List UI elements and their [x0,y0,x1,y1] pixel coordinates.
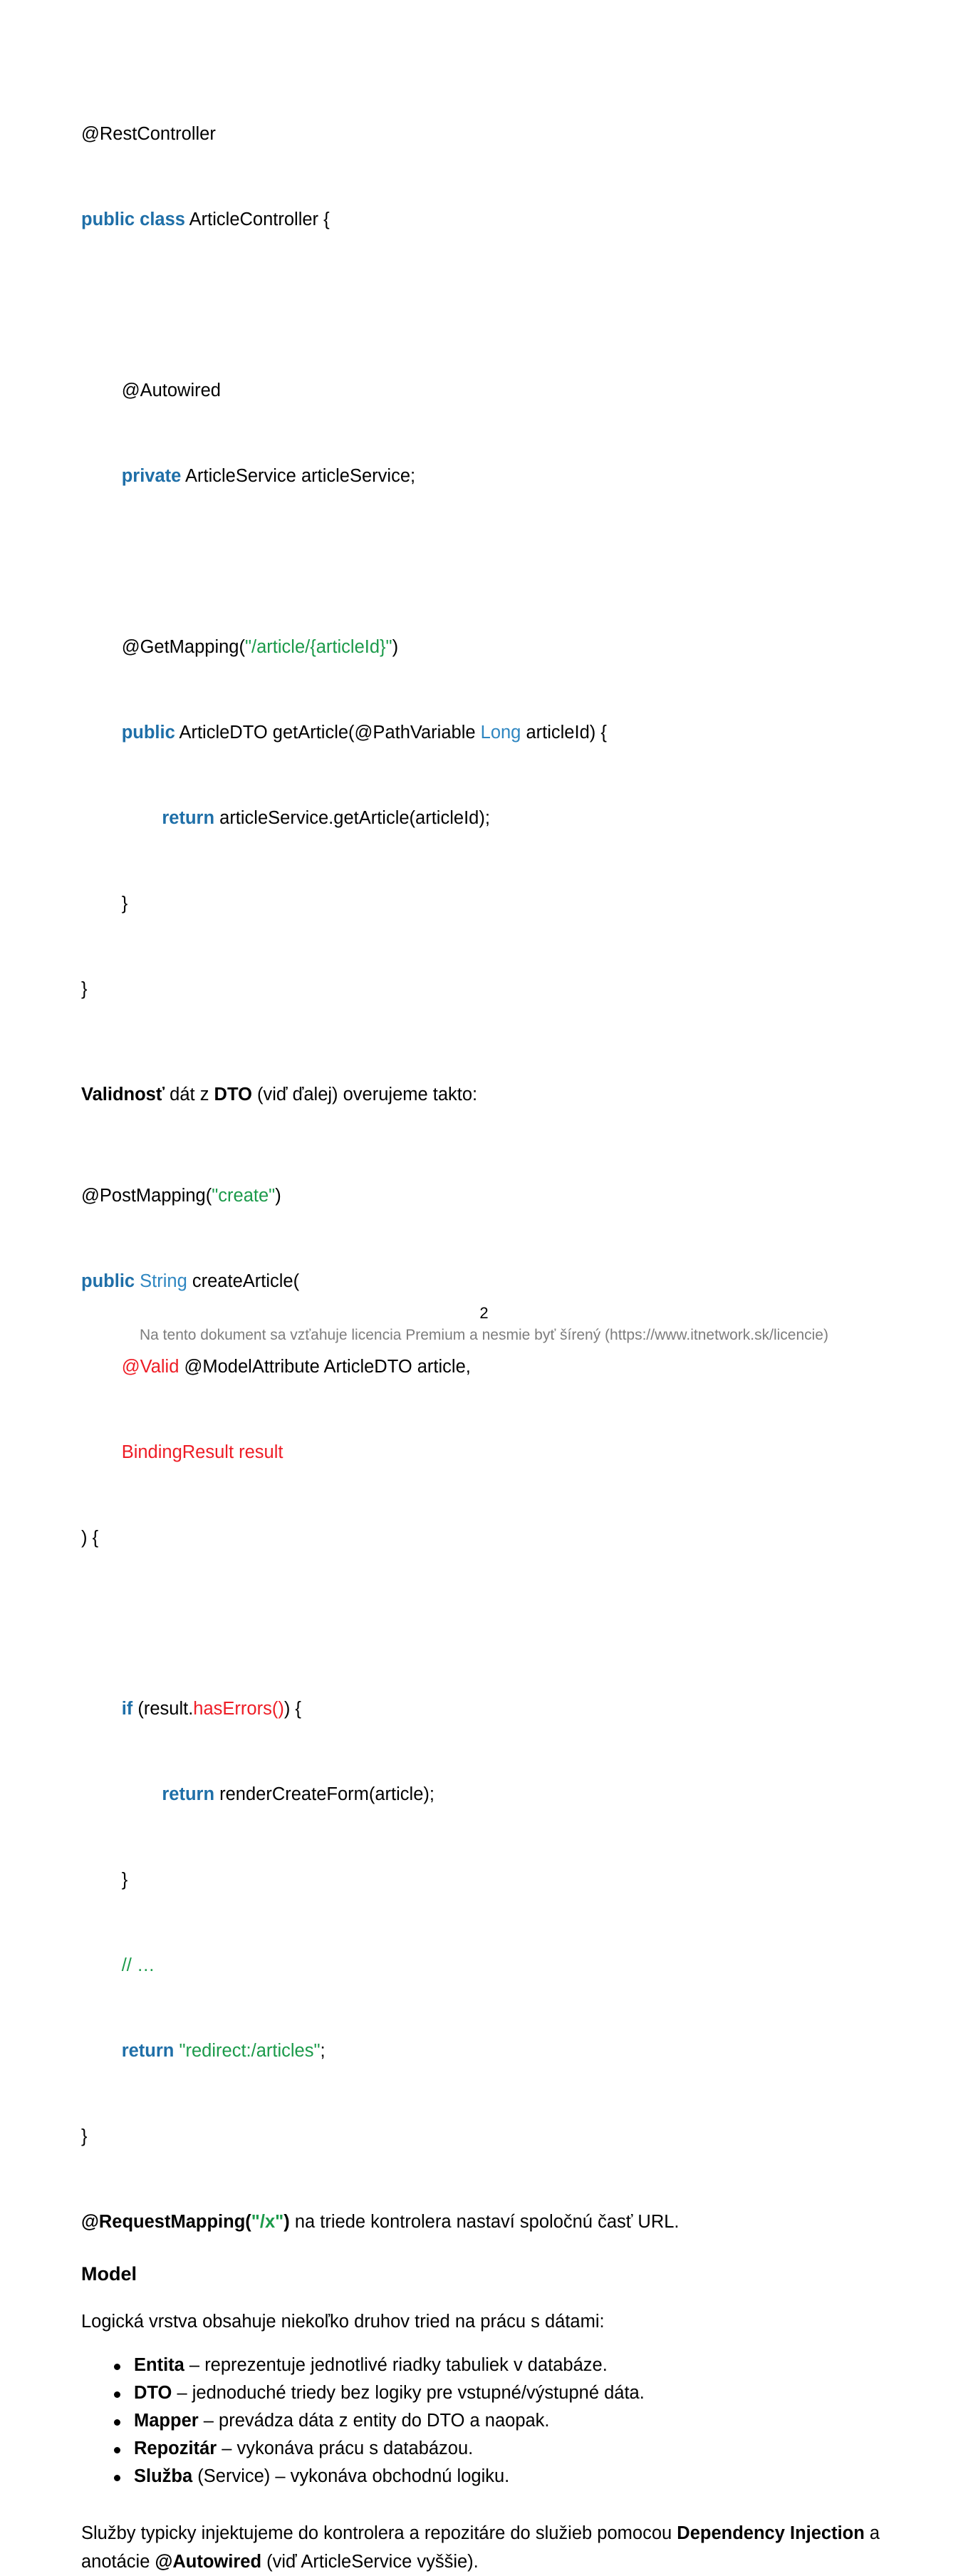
keyword-return: return [162,1784,215,1804]
list-item-desc: – jednoduché triedy bez logiky pre vstupné/výstupné dáta. [172,2383,645,2403]
code-line-return-get-article [81,804,890,832]
code-line-article-service-field [81,462,890,490]
code-line-return-render-create-form [81,1780,890,1809]
code-block-create-article [81,1124,890,2208]
string-create: "create" [212,1186,276,1206]
page-number: 2 [479,1304,489,1322]
license-notice: Na tento dokument sa vzťahuje licencia Premium a nesmie byť šírený (https://www.itnetwork.sk/licencie) [140,1327,828,1343]
list-item [134,2352,890,2379]
code-block-article-controller [81,63,890,1060]
spacer [81,2236,890,2260]
semicolon: ; [320,2041,326,2061]
code-line-close-class [81,975,890,1003]
paragraph-logic-layer: Logická vrstva obsahuje niekoľko druhov tried na prácu s dátami: [81,2312,605,2332]
code-line-class-declaration [81,205,890,234]
class-name-article-controller: ArticleController { [184,210,330,229]
text-vid-article-service: (viď ArticleService vyššie). [261,2552,479,2572]
param-article-dto: @ModelAttribute ArticleDTO article, [179,1357,471,1377]
param-article-id: articleId) { [521,723,607,743]
list-item-desc: (Service) – vykonáva obchodnú logiku. [192,2466,510,2486]
list-item-term: Služba [134,2466,193,2486]
call-has-errors: hasErrors() [193,1699,284,1719]
keyword-private: private [121,466,182,486]
code-line-binding-result [81,1438,890,1467]
code-line-close-method [81,889,890,918]
paragraph-dependency-injection [81,2519,890,2576]
keyword-return: return [121,2041,175,2061]
text-sluzby-injektujeme: Služby typicky injektujeme do kontrolera a repozitáre do služieb pomocou [81,2523,677,2543]
code-line-autowired [81,376,890,405]
text-result: (result. [132,1699,194,1719]
call-get-article: articleService.getArticle(articleId); [214,808,490,828]
list-item-term: DTO [134,2383,172,2403]
code-line-get-article-signature [81,718,890,747]
brace-open-body: ) { [81,1528,99,1548]
call-render-create-form: renderCreateForm(article); [214,1784,434,1804]
keyword-if: if [121,1699,133,1719]
code-blank-line [81,291,890,319]
paren-close: ) [283,2212,290,2232]
code-line-comment-ellipsis [81,1951,890,1980]
paren-close: ) [392,637,399,657]
code-line-rest-controller [81,120,890,148]
spacer [81,2490,890,2519]
term-validnost: Validnosť [81,1085,165,1105]
brace-close-method: } [121,894,128,914]
paragraph-validity [81,1080,890,1109]
field-article-service: ArticleService articleService; [181,466,416,486]
list-item-desc: – reprezentuje jednotlivé riadky tabuliek v databáze. [184,2355,608,2375]
text-overujeme: (viď ďalej) overujeme takto: [251,1085,478,1105]
spacer [81,2287,890,2307]
list-item [134,2407,890,2435]
keyword-return: return [162,808,215,828]
text-request-mapping-desc: na triede kontrolera nastaví spoločnú časť URL. [289,2212,680,2232]
spacer [81,2336,890,2352]
list-item-term: Mapper [134,2411,199,2431]
page-footer [0,1303,968,1368]
code-line-post-mapping [81,1181,890,1210]
list-item-desc: – prevádza dáta z entity do DTO a naopak. [198,2411,550,2431]
brace-close-method: } [81,2126,88,2146]
comment-ellipsis: // … [121,1955,155,1975]
list-item-term: Repozitár [134,2438,217,2458]
text-dat-z: dát z [165,1085,214,1105]
list-item [134,2463,890,2490]
spacer [81,1060,890,1080]
keyword-public: public [121,723,175,743]
brace-close-class: } [81,979,88,999]
annotation-valid: @Valid [121,1357,179,1377]
string-get-mapping-path: "/article/{articleId}" [244,637,392,657]
code-blank-line [81,1609,890,1638]
annotation-autowired: @Autowired [121,381,221,400]
code-line-open-body [81,1524,890,1552]
code-line-return-redirect [81,2037,890,2065]
brace-close-if: } [121,1870,128,1890]
list-item-desc: – vykonáva prácu s databázou. [217,2438,474,2458]
term-dto: DTO [214,1085,252,1105]
annotation-request-mapping: @RequestMapping( [81,2212,251,2232]
method-get-article: ArticleDTO getArticle(@PathVariable [175,723,481,743]
annotation-post-mapping: @PostMapping( [81,1186,212,1206]
param-binding-result: BindingResult result [121,1442,283,1462]
paragraph-request-mapping [81,2208,890,2236]
code-line-if-has-errors [81,1695,890,1723]
method-create-article: createArticle( [187,1271,300,1291]
spacer [81,1109,890,1124]
code-line-close-if [81,1866,890,1894]
code-line-get-mapping [81,633,890,661]
type-string: String [135,1271,187,1291]
heading-model: Model [81,2263,137,2285]
paren-close: ) [275,1186,281,1206]
code-line-create-article-signature [81,1267,890,1295]
list-item [134,2379,890,2407]
code-blank-line [81,547,890,576]
annotation-get-mapping: @GetMapping( [121,637,245,657]
term-autowired: @Autowired [155,2552,262,2572]
text-a-anotacie: a anotácie [81,2523,880,2572]
list-item-term: Entita [134,2355,184,2375]
string-redirect-articles: "redirect:/articles" [174,2041,321,2061]
bullet-list-model-classes [81,2352,890,2490]
term-dependency-injection: Dependency Injection [677,2523,865,2543]
annotation-rest-controller: @RestController [81,124,216,144]
keyword-public: public [81,1271,135,1291]
list-item [134,2435,890,2463]
string-request-mapping-path: "/x" [251,2212,284,2232]
code-line-close-method [81,2122,890,2151]
paren-brace: ) { [283,1699,301,1719]
type-long: Long [480,723,521,743]
keyword-public-class: public class [81,210,185,229]
